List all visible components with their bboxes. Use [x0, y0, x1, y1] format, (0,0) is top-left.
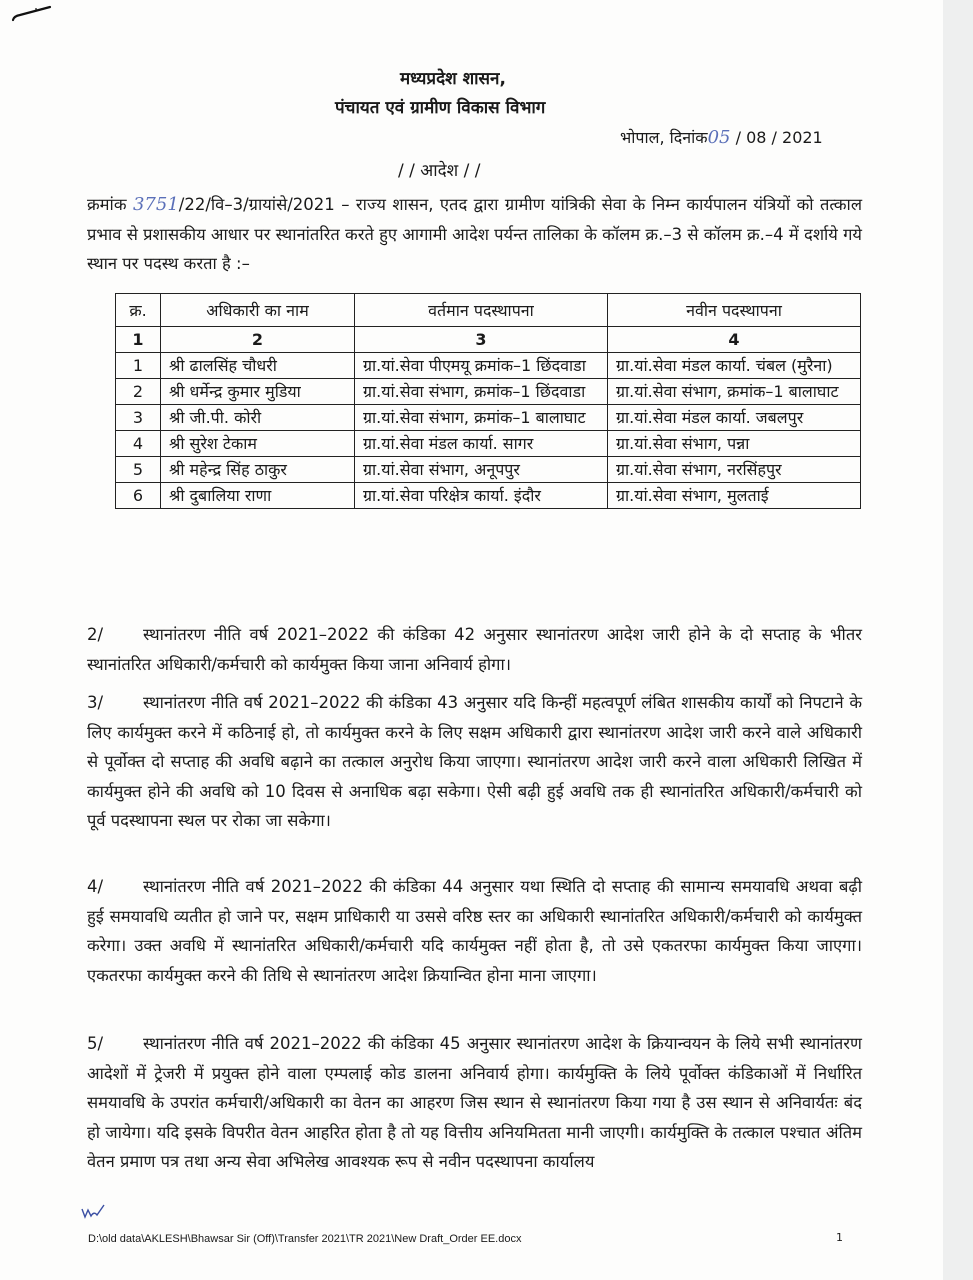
government-heading: मध्यप्रदेश शासन,: [400, 69, 506, 89]
table-row: [116, 353, 861, 379]
serial-cell: 2: [116, 379, 161, 405]
officer-name-cell: श्री सुरेश टेकाम: [161, 431, 355, 457]
current-posting-cell: ग्रा.यां.सेवा संभाग, अनूपपुर: [355, 457, 608, 483]
table-header-row: [116, 294, 861, 327]
current-posting-cell: ग्रा.यां.सेवा परिक्षेत्र कार्या. इंदौर: [355, 483, 608, 509]
officer-name-cell: श्री ढालसिंह चौधरी: [161, 353, 355, 379]
pen-mark-icon: [10, 4, 55, 24]
transfer-table: [115, 293, 861, 509]
paragraph-4: [87, 872, 862, 990]
table-row: [116, 379, 861, 405]
new-posting-cell: ग्रा.यां.सेवा संभाग, मुलताई: [608, 483, 861, 509]
paragraph-number: 3/: [87, 693, 104, 712]
paragraph-text: स्थानांतरण नीति वर्ष 2021–2022 की कंडिका 43 अनुसार यदि किन्हीं महत्वपूर्ण लंबित शासकीय कार्यों को निपटाने के लिए कार्यमुक्त करने में कठिनाई हो, तो कार्यमुक्त करने के लिए सक्षम अधिकारी द्वारा स्थानांतरण आदेश जारी करने वाले अधिकारी से पूर्वोक्त दो सप्ताह की अवधि बढ़ाने का तत्काल अनुरोध किया जाएगा। स्थानांतरण आदेश जारी करने वाला अधिकारी लिखित में कार्यमुक्त होने की अवधि को 10 दिवस से अनाधिक बढ़ा सकेगा। ऐसी बढ़ी हुई अवधि तक ही स्थानांतरित अधिकारी/कर्मचारी को पूर्व पदस्थापना स्थल पर रोका जा सकेगा।: [87, 693, 862, 830]
officer-name-cell: श्री महेन्द्र सिंह ठाकुर: [161, 457, 355, 483]
current-posting-cell: ग्रा.यां.सेवा मंडल कार्या. सागर: [355, 431, 608, 457]
table-row: [116, 457, 861, 483]
order-title: / / आदेश / /: [398, 161, 481, 181]
colnum-4: 4: [608, 327, 861, 353]
paragraph-2: [87, 620, 862, 679]
colnum-3: 3: [355, 327, 608, 353]
table-row: [116, 483, 861, 509]
column-number-row: [116, 327, 861, 353]
handwritten-day: 05: [707, 127, 731, 148]
paragraph-number: 4/: [87, 877, 104, 896]
paragraph-text: स्थानांतरण नीति वर्ष 2021–2022 की कंडिका 44 अनुसार यथा स्थिति दो सप्ताह की सामान्य समयावधि अथवा बढ़ी हुई समयावधि व्यतीत हो जाने पर, सक्षम प्राधिकारी या उससे वरिष्ठ स्तर का अधिकारी स्थानांतरित अधिकारी/कर्मचारी को कार्यमुक्त करेगा। उक्त अवधि में स्थानांतरित अधिकारी/कर्मचारी यदि कार्यमुक्त नहीं होता है, तो उसे एकतरफा कार्यमुक्त किया जाएगा। एकतरफा कार्यमुक्त करने की तिथि से स्थानांतरण आदेश क्रियान्वित होना माना जाएगा।: [87, 877, 862, 985]
place-date-prefix: भोपाल, दिनांक: [620, 128, 708, 147]
current-posting-cell: ग्रा.यां.सेवा संभाग, क्रमांक–1 बालाघाट: [355, 405, 608, 431]
table-row: [116, 431, 861, 457]
officer-name-cell: श्री दुबालिया राणा: [161, 483, 355, 509]
colnum-1: 1: [116, 327, 161, 353]
officer-name-cell: श्री जी.पी. कोरी: [161, 405, 355, 431]
intro-paragraph: [87, 190, 862, 279]
serial-cell: 1: [116, 353, 161, 379]
date-rest: / 08 / 2021: [735, 128, 823, 147]
paragraph-number: 5/: [87, 1034, 104, 1053]
colnum-2: 2: [161, 327, 355, 353]
header-new-posting: नवीन पदस्थापना: [608, 294, 861, 327]
paragraph-5: [87, 1029, 862, 1177]
header-officer-name: अधिकारी का नाम: [161, 294, 355, 327]
scan-edge-strip: [943, 0, 973, 1280]
order-number-prefix: क्रमांक: [87, 195, 127, 214]
new-posting-cell: ग्रा.यां.सेवा संभाग, नरसिंहपुर: [608, 457, 861, 483]
department-heading: पंचायत एवं ग्रामीण विकास विभाग: [335, 98, 546, 118]
table-row: [116, 405, 861, 431]
new-posting-cell: ग्रा.यां.सेवा मंडल कार्या. जबलपुर: [608, 405, 861, 431]
paragraph-number: 2/: [87, 625, 104, 644]
serial-cell: 3: [116, 405, 161, 431]
intro-text: /22/वि–3/ग्रायांसे/2021 – राज्य शासन, एतद द्वारा ग्रामीण यांत्रिकी सेवा के निम्न कार्यपालन यंत्रियों को तत्काल प्रभाव से प्रशासकीय आधार पर स्थानांतरित करते हुए आगामी आदेश पर्यन्त तालिका के कॉलम क्र.–3 से कॉलम क्र.–4 में दर्शाये गये स्थान पर पदस्थ करता है :–: [87, 195, 863, 273]
current-posting-cell: ग्रा.यां.सेवा संभाग, क्रमांक–1 छिंदवाडा: [355, 379, 608, 405]
current-posting-cell: ग्रा.यां.सेवा पीएमयू क्रमांक–1 छिंदवाडा: [355, 353, 608, 379]
handwritten-order-number: 3751: [132, 194, 179, 215]
paragraph-text: स्थानांतरण नीति वर्ष 2021–2022 की कंडिका 45 अनुसार स्थानांतरण आदेश के क्रियान्वयन के लिये सभी स्थानांतरण आदेशों में ट्रेजरी में प्रयुक्त होने वाला एम्पलाई कोड डालना अनिवार्य होगा। कार्यमुक्ति के लिये पूर्वोक्त कंडिकाओं में निर्धारित समयावधि के उपरांत कर्मचारी/अधिकारी का वेतन का आहरण जिस स्थान से स्थानांतरण किया गया है उस स्थान से अनिवार्यतः बंद हो जायेगा। यदि इसके विपरीत वेतन आहरित होता है तो यह वित्तीय अनियमितता मानी जाएगी। कार्यमुक्ति के तत्काल पश्चात अंतिम वेतन प्रमाण पत्र तथा अन्य सेवा अभिलेख आवश्यक रूप से नवीन पदस्थापना कार्यालय: [87, 1034, 862, 1171]
serial-cell: 6: [116, 483, 161, 509]
footer-file-path: D:\old data\AKLESH\Bhawsar Sir (Off)\Transfer 2021\TR 2021\New Draft_Order EE.docx: [88, 1233, 522, 1245]
new-posting-cell: ग्रा.यां.सेवा संभाग, पन्ना: [608, 431, 861, 457]
header-serial: क्र.: [116, 294, 161, 327]
paragraph-text: स्थानांतरण नीति वर्ष 2021–2022 की कंडिका 42 अनुसार स्थानांतरण आदेश जारी होने के दो सप्ताह के भीतर स्थानांतरित अधिकारी/कर्मचारी को कार्यमुक्त किया जाना अनिवार्य होगा।: [87, 625, 862, 674]
paragraph-3: [87, 688, 862, 836]
serial-cell: 4: [116, 431, 161, 457]
place-date: [620, 126, 823, 148]
new-posting-cell: ग्रा.यां.सेवा मंडल कार्या. चंबल (मुरैना): [608, 353, 861, 379]
handwritten-initials-icon: [80, 1203, 106, 1219]
new-posting-cell: ग्रा.यां.सेवा संभाग, क्रमांक–1 बालाघाट: [608, 379, 861, 405]
header-current-posting: वर्तमान पदस्थापना: [355, 294, 608, 327]
page-number: 1: [836, 1231, 843, 1244]
officer-name-cell: श्री धर्मेन्द्र कुमार मुडिया: [161, 379, 355, 405]
serial-cell: 5: [116, 457, 161, 483]
